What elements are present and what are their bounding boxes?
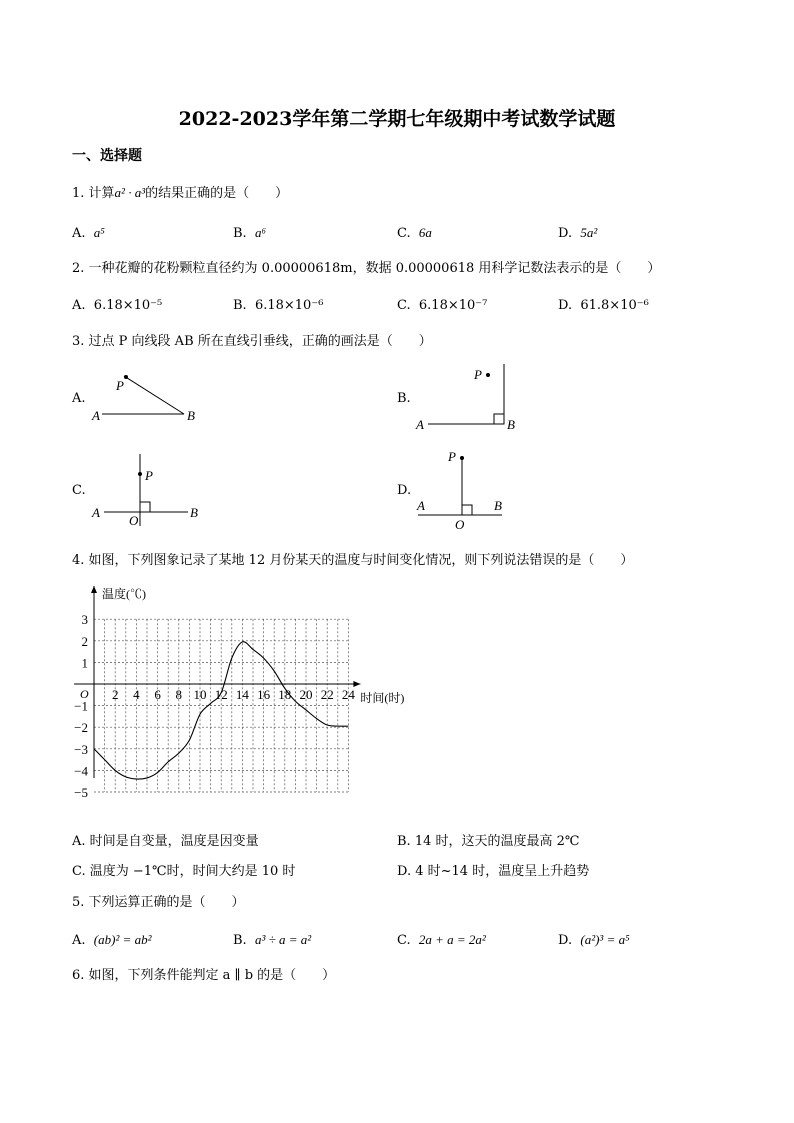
x-tick-label: 4 xyxy=(133,687,140,702)
y-tick-label: 3 xyxy=(81,612,88,628)
q5-option-c[interactable]: C. 2a + a = 2a² xyxy=(397,932,486,948)
q3-figure-a xyxy=(88,362,208,428)
line-ab-slanted xyxy=(124,376,184,414)
label-b: B xyxy=(187,408,195,423)
x-tick-label: 2 xyxy=(111,687,119,702)
y-tick-label: −1 xyxy=(74,698,88,714)
x-tick-label: 10 xyxy=(193,687,207,702)
label-p: P xyxy=(145,468,153,483)
q2-option-c[interactable]: C. 6.18×10⁻⁷ xyxy=(397,298,488,313)
q1-option-a[interactable]: A. a⁵ xyxy=(72,225,105,241)
point-p xyxy=(124,375,128,379)
q1-stem-post: 的结果正确的是（ ） xyxy=(145,186,289,201)
chart-grid xyxy=(94,619,348,792)
q3-figure-c xyxy=(88,448,208,530)
right-angle-mark xyxy=(494,414,504,424)
q1-option-d[interactable]: D. 5a² xyxy=(558,225,598,241)
q5-option-b[interactable]: B. a³ ÷ a = a² xyxy=(233,932,312,948)
q2-option-d[interactable]: D. 61.8×10⁻⁶ xyxy=(558,298,649,313)
chart-axes xyxy=(74,586,360,778)
x-tick-label: 14 xyxy=(235,687,249,702)
q3-option-b-letter[interactable]: B. xyxy=(397,391,411,406)
question-4: 4. 如图，下列图象记录了某地 12 月份某天的温度与时间变化情况，则下列说法错误的是（ ） xyxy=(72,553,634,568)
label-o: O xyxy=(455,517,465,532)
q4-option-d[interactable]: D. 4 时~14 时，温度呈上升趋势 xyxy=(397,864,590,879)
x-tick-label: 6 xyxy=(154,687,161,702)
y-tick-label: 2 xyxy=(81,633,88,649)
label-a: A xyxy=(416,417,424,432)
x-tick-label: 8 xyxy=(175,687,183,702)
question-5: 5. 下列运算正确的是（ ） xyxy=(72,895,245,910)
label-p: P xyxy=(474,367,482,382)
label-o: O xyxy=(129,513,139,528)
question-6: 6. 如图，下列条件能判定 a ∥ b 的是（ ） xyxy=(72,968,336,983)
q1-option-c[interactable]: C. 6a xyxy=(397,225,432,241)
x-axis-label: 时间(时) xyxy=(360,691,405,705)
section-heading: 一、选择题 xyxy=(72,148,142,164)
q3-figure-b xyxy=(412,358,532,434)
point-p xyxy=(138,472,142,476)
q1-option-b[interactable]: B. a⁶ xyxy=(233,225,266,241)
label-a: A xyxy=(92,505,100,520)
q4-option-b[interactable]: B. 14 时，这天的温度最高 2℃ xyxy=(397,834,580,849)
x-tick-label: 20 xyxy=(299,687,313,702)
x-tick-label: 18 xyxy=(278,687,292,702)
label-p: P xyxy=(116,378,124,393)
x-tick-label: 16 xyxy=(257,687,271,702)
q4-option-a[interactable]: A. 时间是自变量，温度是因变量 xyxy=(72,834,259,849)
q5-option-a[interactable]: A. (ab)² = ab² xyxy=(72,932,152,948)
label-p: P xyxy=(448,449,456,464)
point-p xyxy=(486,373,490,377)
q2-option-b[interactable]: B. 6.18×10⁻⁶ xyxy=(233,298,324,313)
origin-label: O xyxy=(80,687,89,701)
q3-option-a-letter[interactable]: A. xyxy=(72,391,86,406)
x-tick-label: 12 xyxy=(214,687,228,702)
question-3: 3. 过点 P 向线段 AB 所在直线引垂线，正确的画法是（ ） xyxy=(72,334,432,349)
y-tick-label: −3 xyxy=(74,741,88,757)
page-title: 2022-2023学年第二学期七年级期中考试数学试题 xyxy=(178,108,616,130)
x-tick-label: 22 xyxy=(320,687,334,702)
y-tick-label: 1 xyxy=(81,655,88,671)
right-angle-mark xyxy=(462,505,472,515)
label-a: A xyxy=(417,498,425,513)
q1-stem-expr: a² · a³ xyxy=(114,185,146,200)
q2-option-a[interactable]: A. 6.18×10⁻⁵ xyxy=(72,298,163,313)
right-angle-mark xyxy=(140,502,150,512)
label-a: A xyxy=(92,408,100,423)
q5-option-d[interactable]: D. (a²)³ = a⁵ xyxy=(558,932,630,948)
y-axis-label: 温度(℃) xyxy=(102,587,146,601)
q3-option-d-letter[interactable]: D. xyxy=(397,483,412,498)
question-1 xyxy=(72,184,288,203)
q3-option-c-letter[interactable]: C. xyxy=(72,483,86,498)
y-tick-label: −2 xyxy=(74,720,88,736)
y-tick-label: −4 xyxy=(74,763,88,779)
label-b: B xyxy=(190,505,198,520)
q3-figure-d xyxy=(412,446,532,532)
y-tick-label: −5 xyxy=(74,785,88,800)
q4-option-c[interactable]: C. 温度为 −1℃时，时间大约是 10 时 xyxy=(72,864,296,879)
label-b: B xyxy=(507,417,515,432)
point-p xyxy=(460,456,464,460)
y-axis-arrow xyxy=(91,586,97,593)
x-tick-label: 24 xyxy=(341,687,355,702)
question-2: 2. 一种花瓣的花粉颗粒直径约为 0.00000618m，数据 0.00000618 用科学记数法表示的是（ ） xyxy=(72,261,661,276)
q1-stem-pre: 1. 计算 xyxy=(72,186,115,201)
label-b: B xyxy=(494,498,502,513)
temperature-chart xyxy=(60,582,450,818)
